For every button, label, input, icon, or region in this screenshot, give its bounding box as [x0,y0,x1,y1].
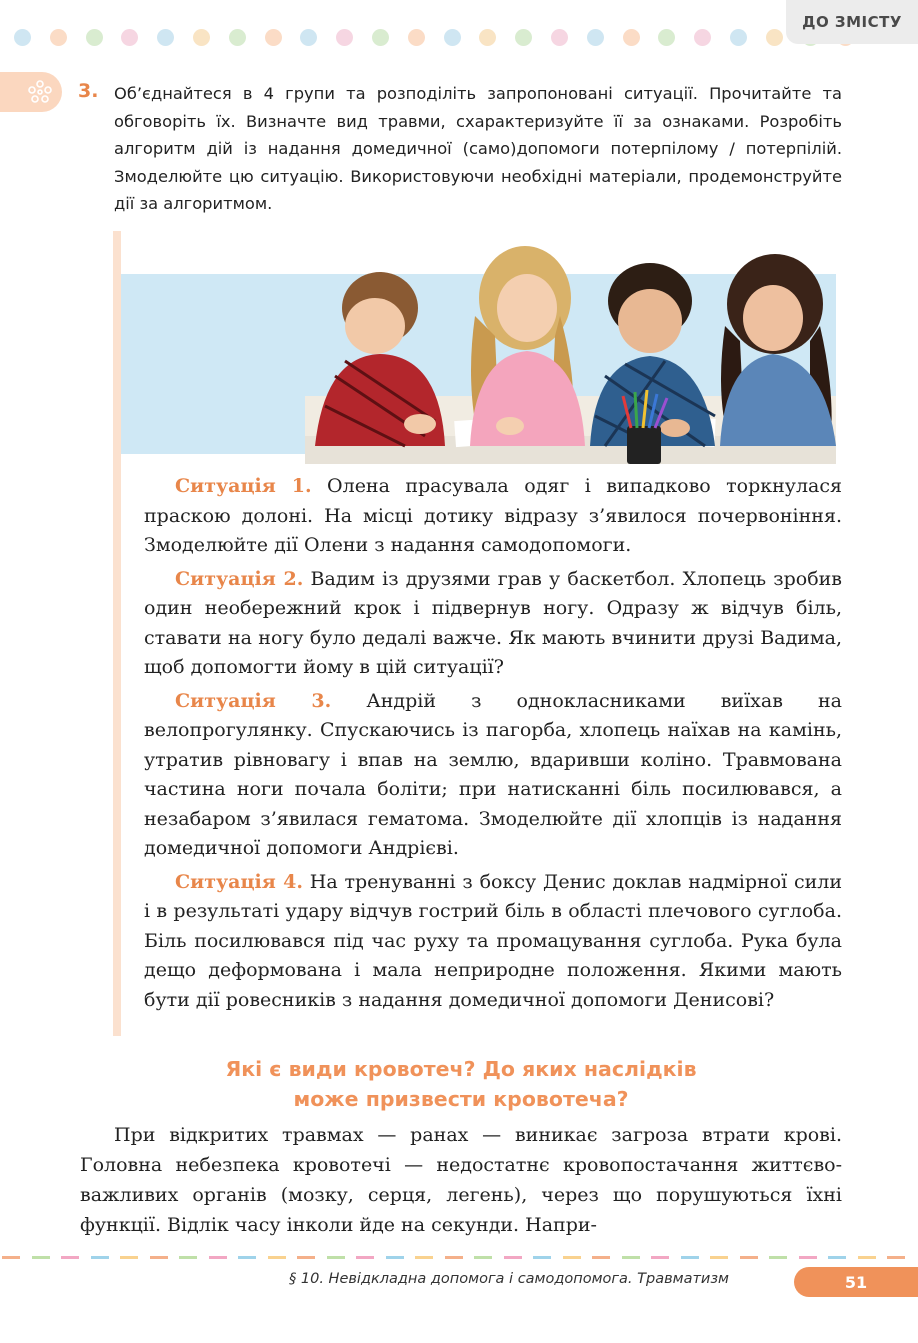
decorative-dash [238,1256,256,1259]
footer-chapter-title: § 10. Невідкладна допомога і самодопомога. Травматизм [289,1271,729,1287]
decorative-dot [694,29,711,46]
decorative-dot [265,29,282,46]
situations-side-bar [113,231,121,1036]
decorative-dot [658,29,675,46]
page-number: 51 [844,1272,868,1292]
decorative-dash [356,1256,374,1259]
decorative-dash [445,1256,463,1259]
situation-text: На тренуванні з боксу Денис доклав надмірної сили і в результаті удару відчув гострий біль в області плечового суглоба. Біль посилювався під час руху та промацування суглоба. Рука була дещо деформована і мала неприродне положення. Якими мають бути дії ровесників з надання домедичної допомоги Денисові? [144,870,843,1011]
decorative-dot [551,29,568,46]
decorative-dot [50,29,67,46]
decorative-dash [179,1256,197,1259]
situations-list [144,472,842,1019]
decorative-dash [32,1256,50,1259]
decorative-dot [730,29,747,46]
decorative-dot [623,29,640,46]
situation-2 [144,565,842,683]
decorative-dot [193,29,210,46]
decorative-dash [61,1256,79,1259]
group-work-tab [0,72,62,112]
decorative-dot [86,29,103,46]
decorative-dot [157,29,174,46]
toc-link-label: ДО ЗМІСТУ [802,13,902,31]
decorative-dash [474,1256,492,1259]
page-number-badge [794,1267,918,1297]
situation-1 [144,472,842,561]
decorative-dash [651,1256,669,1259]
decorative-dash [150,1256,168,1259]
decorative-dash [120,1256,138,1259]
body-paragraph: При відкритих травмах — ранах — виникає загроза втрати крові. Головна небезпека кровотечі — недостатнє кровопостачання життєво-важливих органів (мозку, серця, легень), через що порушуються їхні функції. Відлік часу інколи йде на секунди. Напри- [80,1124,842,1236]
decorative-dash [799,1256,817,1259]
decorative-dot [587,29,604,46]
situation-label: Ситуація 3. [175,689,332,712]
decorative-dot [479,29,496,46]
section-question-line-1: Які є види кровотеч? До яких наслідків [225,1057,697,1081]
decorative-dash [592,1256,610,1259]
decorative-dot [336,29,353,46]
group-icon [26,78,54,106]
task-number: 3. [78,80,99,102]
decorative-dash [769,1256,787,1259]
decorative-dash-line [0,1256,918,1260]
situation-text: Андрій з однокласниками виїхав на велопрогулянку. Спускаючись із пагорба, хлопець наїхав на камінь, утратив рівновагу і впав на землю, вдаривши коліно. Травмована частина ноги почала боліти; при натисканні біль посилювався, а незабаром з’явилася гематома. Змоделюйте дії хлопців із надання домедичної допомоги Андрієві. [144,689,842,859]
decorative-dash [858,1256,876,1259]
decorative-dash [681,1256,699,1259]
situation-text: Олена прасувала одяг і випадково торкнулася праскою долоні. На місці дотику відразу з’явилося почервоніння. Змоделюйте дії Олени з надання самодопомоги. [144,475,843,556]
section-question-line-2: може призвести кровотеча? [293,1087,629,1111]
decorative-dot [121,29,138,46]
situation-text: Вадим із друзями грав у баскетбол. Хлопець зробив один необережний крок і підвернув ногу. Одразу ж відчув біль, ставати на ногу було дедалі важче. Як мають вчинити друзі Вадима, щоб допомогти йому в цій ситуації? [144,567,843,678]
decorative-dot [372,29,389,46]
decorative-dash [91,1256,109,1259]
decorative-dot [300,29,317,46]
task-instructions: Об’єднайтеся в 4 групи та розподіліть запропоновані ситуації. Прочитайте та обговоріть їх. Визначте вид травми, схарактеризуйте її за ознаками. Розробіть алгоритм дій із надання домедичної (само)допомоги потерпілому / потерпілій. Змоделюйте цю ситуацію. Використовуючи необхідні матеріали, продемонструйте дії за алгоритмом. [114,84,842,213]
decorative-dash [504,1256,522,1259]
decorative-dash [887,1256,905,1259]
decorative-dash [533,1256,551,1259]
table-of-contents-link[interactable] [786,0,918,44]
decorative-dot [229,29,246,46]
situation-label: Ситуація 4. [175,870,303,893]
decorative-dash [209,1256,227,1259]
decorative-dot [444,29,461,46]
situation-label: Ситуація 2. [175,567,304,590]
students-drawing-photo [305,246,836,464]
decorative-dash [415,1256,433,1259]
situation-4 [144,868,842,1016]
decorative-dash [268,1256,286,1259]
decorative-dash [327,1256,345,1259]
decorative-dash [622,1256,640,1259]
decorative-dot [766,29,783,46]
decorative-dash [386,1256,404,1259]
situation-3 [144,687,842,864]
decorative-dash [828,1256,846,1259]
decorative-dash [297,1256,315,1259]
decorative-dash [2,1256,20,1259]
section-question-heading [144,1054,778,1114]
decorative-dash [740,1256,758,1259]
situation-label: Ситуація 1. [175,475,312,497]
decorative-dot-row [14,29,834,49]
decorative-dash [710,1256,728,1259]
decorative-dot [408,29,425,46]
decorative-dot [14,29,31,46]
decorative-dash [563,1256,581,1259]
decorative-dot [515,29,532,46]
